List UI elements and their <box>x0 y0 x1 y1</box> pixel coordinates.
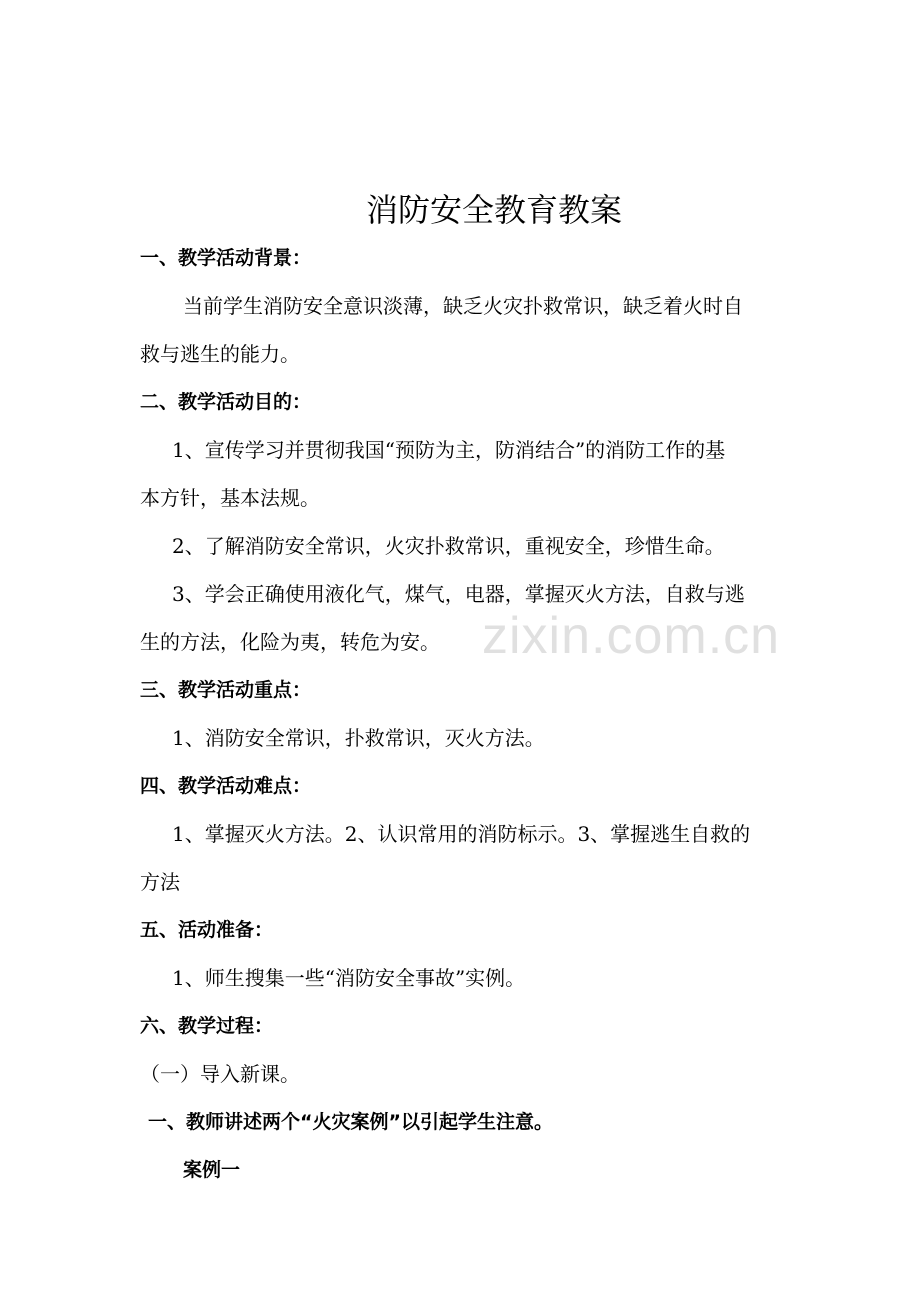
section-heading-preparation: 五、活动准备： <box>140 919 274 941</box>
paragraph-line: 本方针，基本法规。 <box>140 486 320 510</box>
paragraph-line: 3、学会正确使用液化气，煤气，电器，掌握灭火方法，自救与逃 <box>172 582 745 606</box>
watermark: zixin.com.cn <box>482 607 781 665</box>
paragraph-line: 1、师生搜集一些“消防安全事故”实例。 <box>172 966 526 990</box>
paragraph-line: 2、了解消防安全常识，火灾扑救常识，重视安全，珍惜生命。 <box>172 534 725 558</box>
paragraph-line: 1、消防安全常识，扑救常识，灭火方法。 <box>172 726 545 750</box>
paragraph-line: 生的方法，化险为夷，转危为安。 <box>140 630 440 654</box>
paragraph-line: （一）导入新课。 <box>140 1062 300 1086</box>
paragraph-line: 当前学生消防安全意识淡薄，缺乏火灾扑救常识，缺乏着火时自 <box>183 294 743 318</box>
paragraph-line: 方法 <box>140 870 180 894</box>
paragraph-line: 1、宣传学习并贯彻我国“预防为主，防消结合”的消防工作的基 <box>172 438 726 462</box>
section-heading-key-points: 三、教学活动重点： <box>140 679 312 701</box>
subheading-case-one: 案例一 <box>183 1159 241 1181</box>
section-heading-process: 六、教学过程： <box>140 1015 274 1037</box>
paragraph-line: 1、掌握灭火方法。2、认识常用的消防标示。3、掌握逃生自救的 <box>172 822 751 846</box>
document-title: 消防安全教育教案 <box>365 191 622 229</box>
subheading-fire-cases: 一、教师讲述两个“火灾案例”以引起学生注意。 <box>148 1111 553 1133</box>
section-heading-goals: 二、教学活动目的： <box>140 391 312 413</box>
section-heading-background: 一、教学活动背景： <box>140 247 312 269</box>
paragraph-line: 救与逃生的能力。 <box>140 342 300 366</box>
section-heading-difficulties: 四、教学活动难点： <box>140 775 312 797</box>
